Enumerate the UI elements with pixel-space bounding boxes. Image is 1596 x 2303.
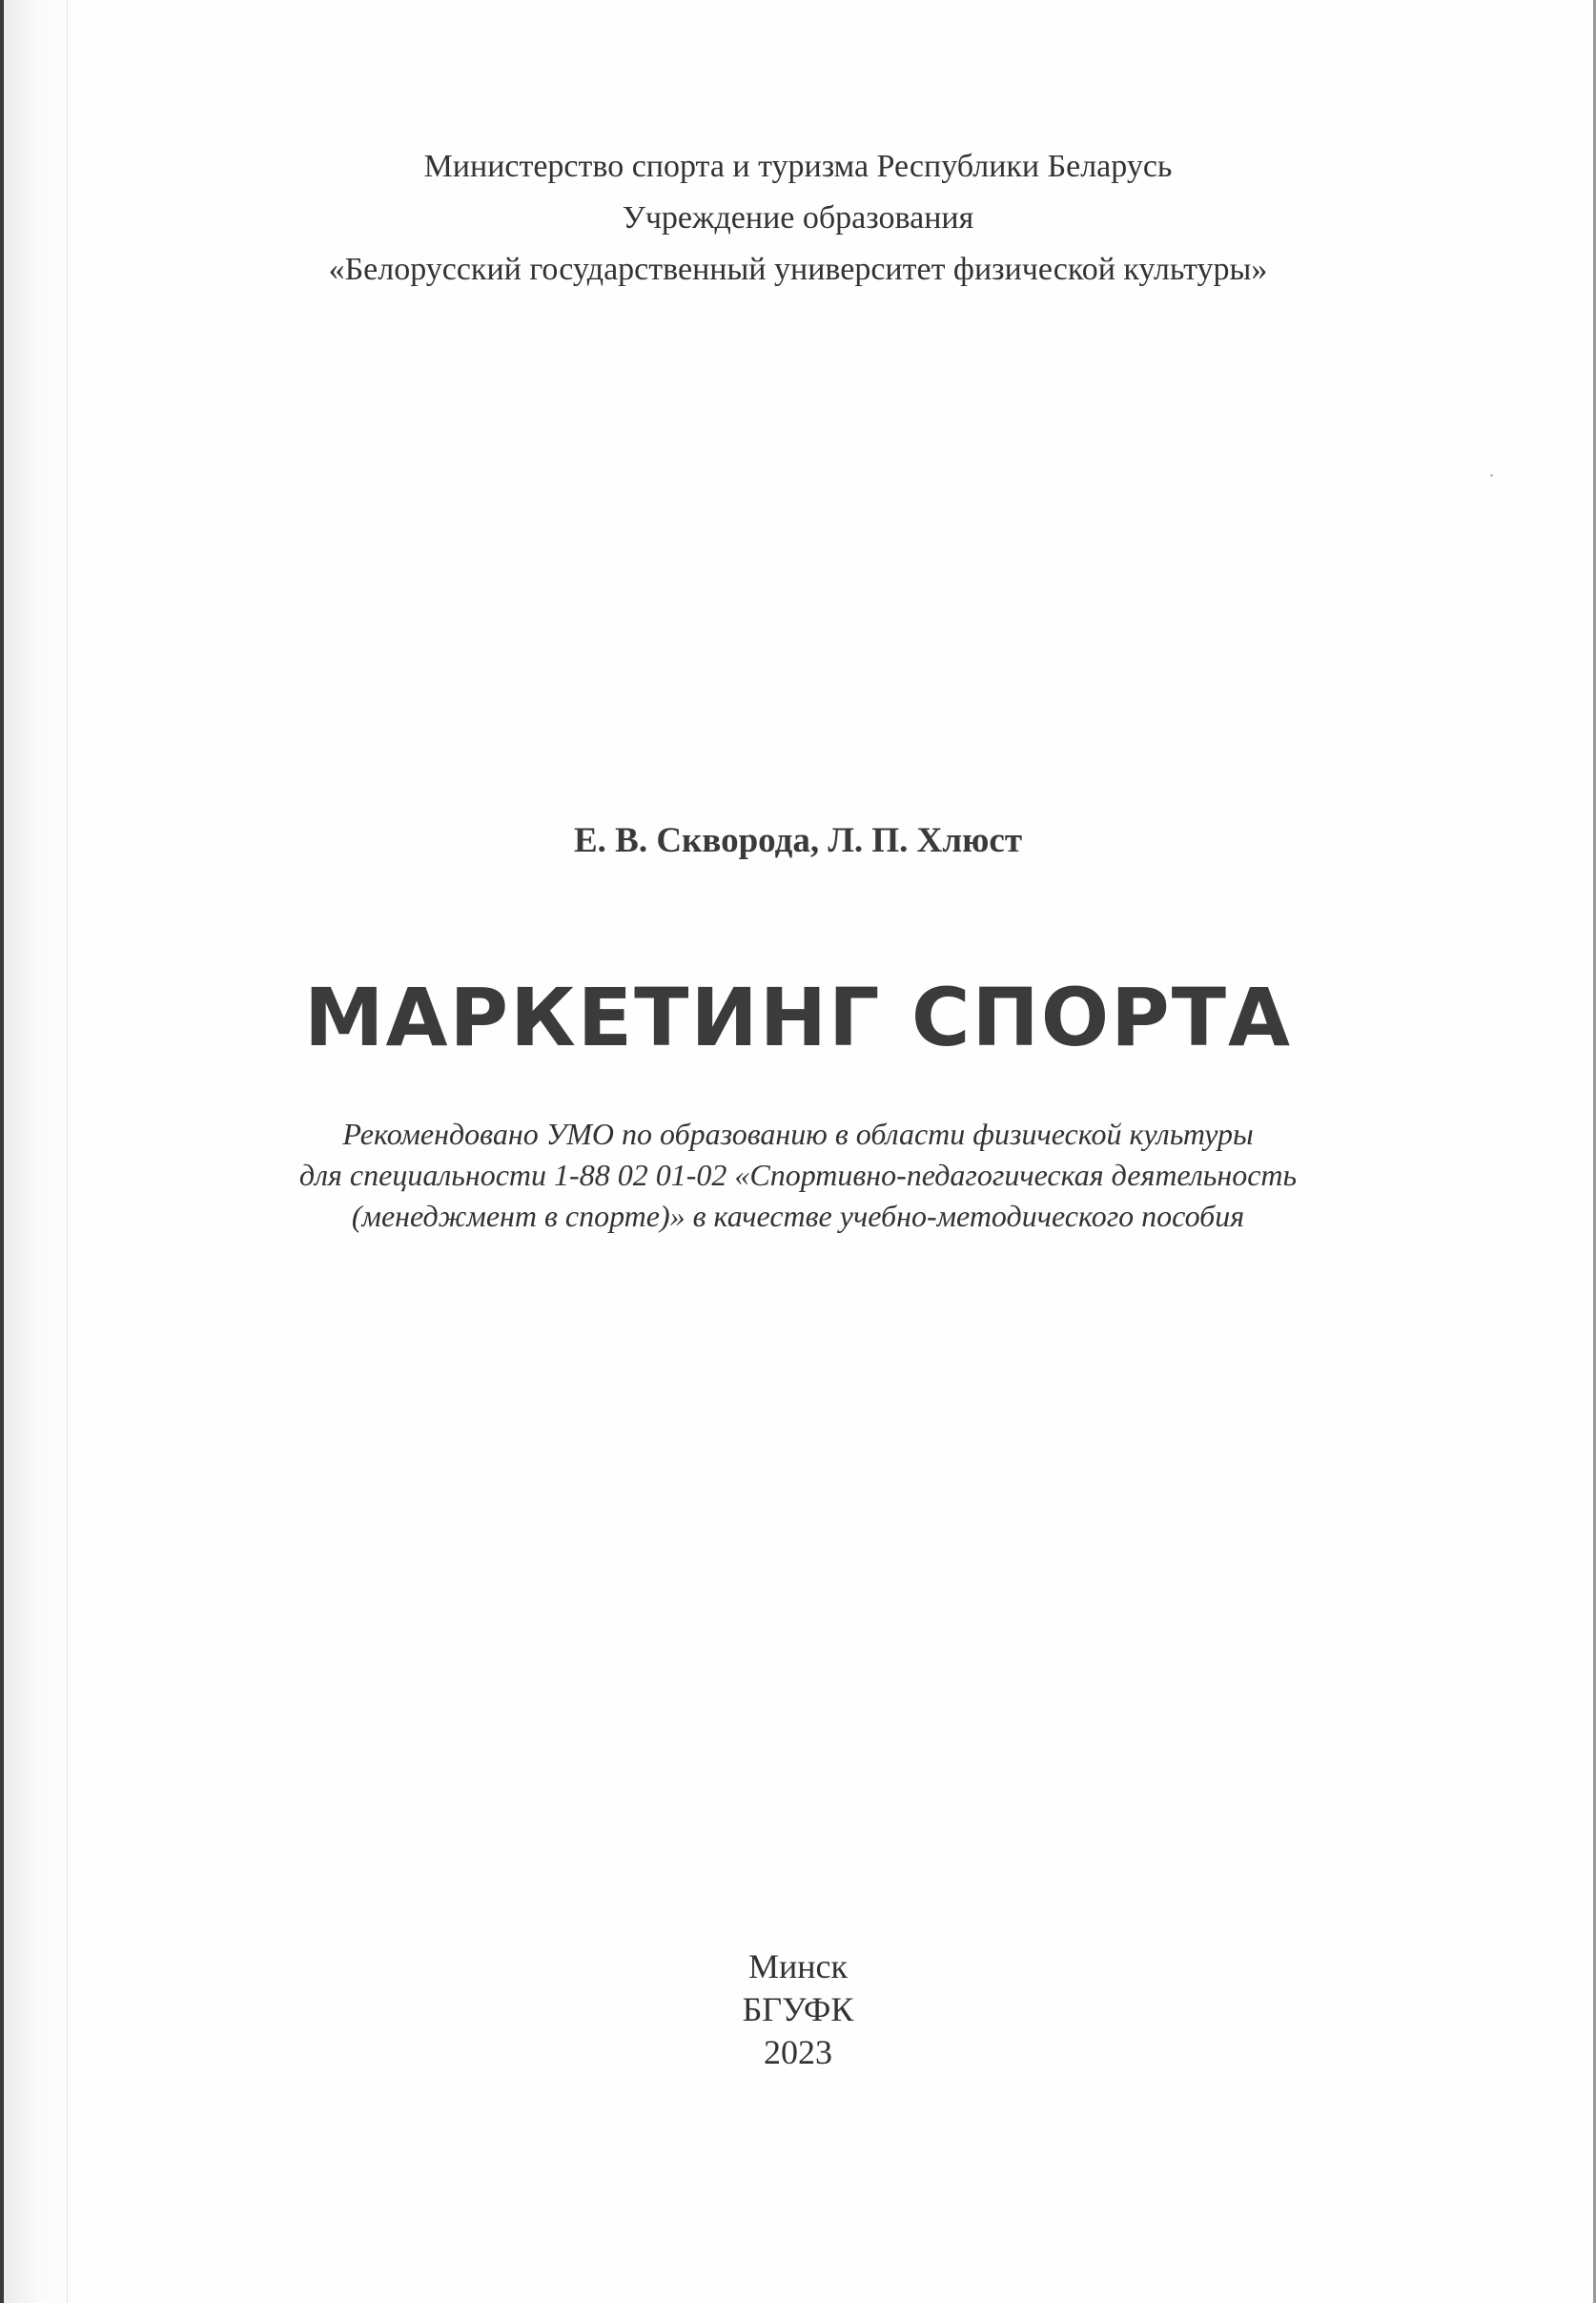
imprint-year: 2023 [764, 2033, 832, 2071]
scan-speck [1490, 474, 1493, 477]
recommendation-line-2: для специальности 1-88 02 01-02 «Спортивно-педагогическая деятельность [298, 1158, 1298, 1192]
imprint-city: Минск [747, 1947, 848, 1985]
institution-header [0, 141, 1596, 296]
authors: Е. В. Скворода, Л. П. Хлюст [573, 821, 1023, 860]
university-name: «Белорусский государственный университет физической культуры» [328, 252, 1268, 287]
ministry-name: Министерство спорта и туризма Республики Беларусь [423, 149, 1173, 184]
recommendation-note [0, 1114, 1596, 1237]
imprint-publisher: БГУФК [742, 1990, 854, 2028]
book-title: МАРКЕТИНГ СПОРТА [303, 971, 1293, 1064]
recommendation-line-3: (менеджмент в спорте)» в качестве учебно-методического пособия [351, 1199, 1245, 1233]
imprint [0, 1945, 1596, 2074]
organization-type: Учреждение образования [622, 200, 974, 236]
recommendation-line-1: Рекомендовано УМО по образованию в области физической культуры [342, 1117, 1254, 1151]
